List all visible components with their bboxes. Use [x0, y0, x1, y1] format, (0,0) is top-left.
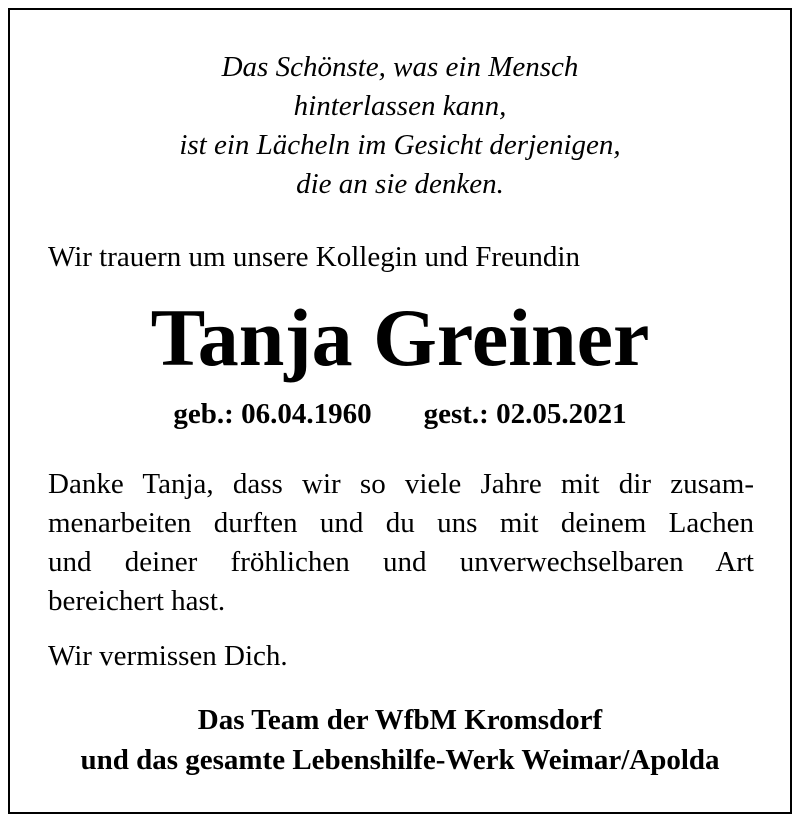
message-line: menarbeiten durften und du uns mit deinem Lachen: [48, 507, 754, 539]
quote-line: die an sie denken.: [296, 168, 504, 200]
quote-line: Das Schönste, was ein Mensch: [221, 51, 579, 83]
quote-line: ist ein Lächeln im Gesicht derjenigen,: [179, 129, 621, 161]
tribute-message: [48, 465, 754, 621]
deceased-name: Tanja Greiner: [150, 292, 650, 383]
life-dates: [0, 394, 800, 434]
message-line: und deiner fröhlichen und unverwechselbaren Art: [48, 546, 754, 578]
quote-line: hinterlassen kann,: [293, 90, 507, 122]
death-date: gest.: 02.05.2021: [423, 398, 627, 430]
signature-line: und das gesamte Lebenshilfe-Werk Weimar/Apolda: [80, 744, 720, 776]
memorial-quote: [0, 48, 800, 204]
signature-block: [0, 700, 800, 780]
signature-line: Das Team der WfbM Kromsdorf: [197, 704, 603, 736]
mourning-intro: Wir trauern um unsere Kollegin und Freundin: [48, 241, 580, 273]
closing-line: Wir vermissen Dich.: [48, 640, 288, 672]
message-line: bereichert hast.: [48, 585, 226, 617]
message-line: Danke Tanja, dass wir so viele Jahre mit dir zusam-: [48, 468, 754, 500]
birth-date: geb.: 06.04.1960: [173, 398, 372, 430]
